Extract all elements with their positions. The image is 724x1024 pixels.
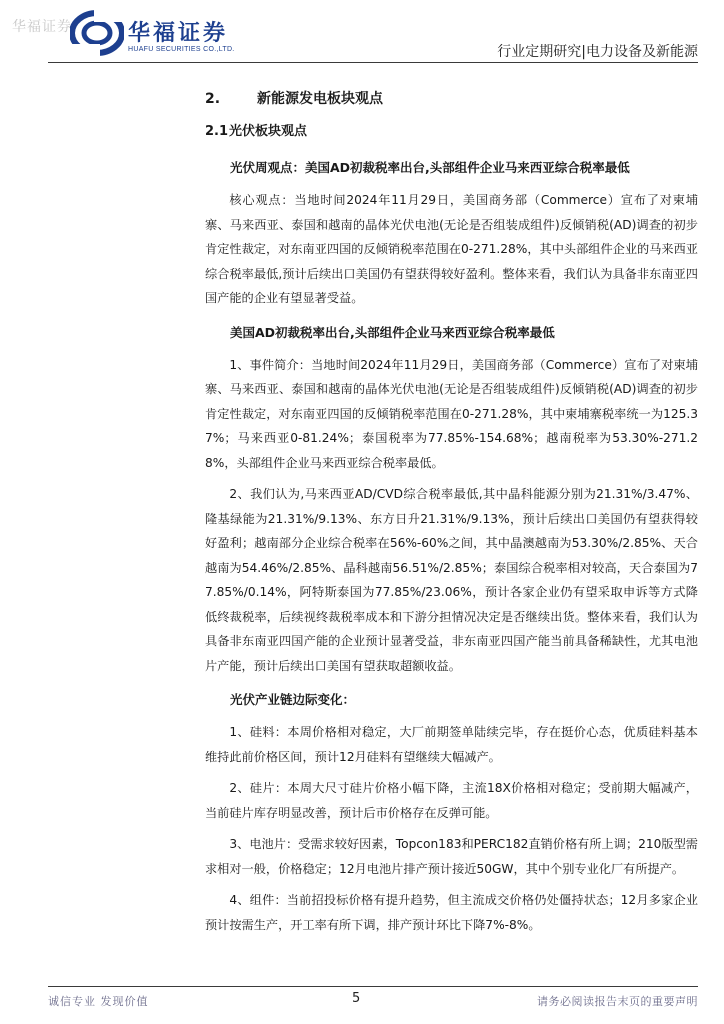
paragraph: 1、硅料：本周价格相对稳定，大厂前期签单陆续完毕，存在挺价心态，优质硅料基本维持此前价格区间，预计12月硅料有望继续大幅减产。 (205, 725, 698, 764)
section-title: 新能源发电板块观点 (257, 91, 383, 107)
report-category: 行业定期研究|电力设备及新能源 (497, 44, 698, 60)
logo-name-en: HUAFU SECURITIES CO.,LTD. (128, 46, 235, 53)
logo-name-cn: 华福证券 (128, 20, 229, 46)
footer-slogan: 诚信专业 发现价值 (48, 995, 149, 1008)
subsection-title: 光伏板块观点 (229, 124, 308, 139)
content-blocks (205, 155, 698, 937)
subsection-heading (205, 118, 698, 146)
page-number: 5 (352, 991, 361, 1006)
paragraph: 2、我们认为,马来西亚AD/CVD综合税率最低,其中晶科能源分别为21.31%/3.47%、隆基绿能为21.31%/9.13%、东方日升21.31%/9.13%，预计后续出口美国仍有望获得较好盈利；越南部分企业综合税率在56%-60%之间，其中晶澳越南为53.30%/2.85%、天合越南为54.46%/2.85%、晶科越南56.51%/2.85%；泰国综合税率相对较高，天合泰国为77.85%/0.14%，阿特斯泰国为77.85%/23.06%，预计各家企业仍有望采取申诉等方式降低终裁税率，后续视终裁税率成本和下游分担情况决定是否继续出货。整体来看，我们认为具备非东南亚四国产能的企业预计显著受益，非东南亚四国产能当前具备稀缺性，尤其电池片产能，预计后续出口美国有望获取超额收益。 (205, 487, 698, 673)
paragraph: 1、事件简介：当地时间2024年11月29日，美国商务部（Commerce）宣布了对柬埔寨、马来西亚、泰国和越南的晶体光伏电池(无论是否组装成组件)反倾销税(AD)调查的初步肯定性裁定，对东南亚四国的反倾销税率范围在0-271.28%，其中柬埔寨税率统一为125.37%；马来西亚0-81.24%；泰国税率为77.85%-154.68%；越南税率为53.30%-271.28%，头部组件企业马来西亚综合税率最低。 (205, 357, 698, 470)
subheading: 光伏产业链边际变化： (230, 692, 356, 707)
watermark: 华福证券 (12, 19, 72, 35)
subsection-number: 2.1 (205, 124, 229, 139)
logo-mark-icon (70, 10, 124, 56)
section-heading (205, 84, 698, 114)
paragraph: 4、组件：当前招投标价格有提升趋势，但主流成交价格仍处僵持状态；12月多家企业预计按需生产，开工率有所下调，排产预计环比下降7%-8%。 (205, 893, 698, 932)
subheading: 美国AD初裁税率出台,头部组件企业马来西亚综合税率最低 (230, 324, 555, 340)
section-number: 2. (205, 91, 221, 107)
footer-disclaimer: 请务必阅读报告末页的重要声明 (537, 995, 698, 1008)
report-body (205, 84, 698, 937)
paragraph: 3、电池片：受需求较好因素，Topcon183和PERC182直销价格有所上调；210版型需求相对一般，价格稳定；12月电池片排产预计接近50GW，其中个别专业化厂有所提产。 (205, 837, 698, 876)
paragraph: 核心观点：当地时间2024年11月29日，美国商务部（Commerce）宣布了对柬埔寨、马来西亚、泰国和越南的晶体光伏电池(无论是否组装成组件)反倾销税(AD)调查的初步肯定性裁定，对东南亚四国的反倾销税率范围在0-271.28%，其中头部组件企业的马来西亚综合税率最低,预计后续出口美国仍有望获得较好盈利。整体来看，我们认为具备非东南亚四国产能的企业有望显著受益。 (205, 193, 698, 305)
paragraph: 2、硅片：本周大尺寸硅片价格小幅下降，主流18X价格相对稳定；受前期大幅减产，当前硅片库存明显改善，预计后市价格存在反弹可能。 (205, 781, 698, 820)
company-logo (70, 10, 270, 56)
subheading: 光伏周观点：美国AD初裁税率出台,头部组件企业马来西亚综合税率最低 (230, 160, 630, 175)
footer-divider (48, 986, 698, 987)
header-divider (48, 62, 698, 63)
